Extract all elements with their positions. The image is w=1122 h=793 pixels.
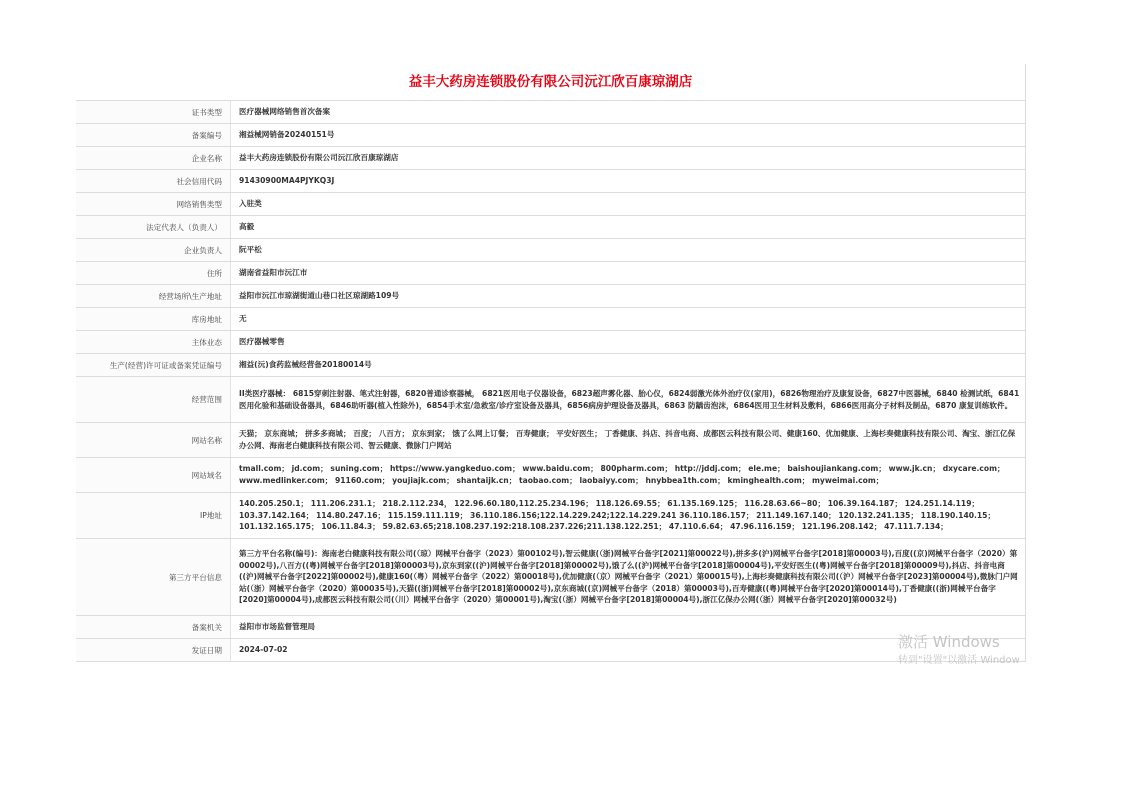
row-label: 企业负责人 — [76, 239, 231, 262]
row-value: 入驻类 — [231, 193, 1026, 216]
row-value: 湘益(沅)食药监械经营备20180014号 — [231, 354, 1026, 377]
row-manager — [76, 239, 1026, 262]
row-website-names — [76, 423, 1026, 458]
row-value: 高毅 — [231, 216, 1026, 239]
row-value: 阮平松 — [231, 239, 1026, 262]
row-value: 天猫； 京东商城； 拼多多商城； 百度； 八百方； 京东到家； 饿了么网上订餐； 百寿健康； 平安好医生； 丁香健康、抖店、抖音电商、成都医云科技有限公司、健康160、优加健康、上海杉奏健康科技有限公司、淘宝、浙江亿保办公网、海南老白健康科技有限公司、智云健康、微脉门户网站 — [231, 423, 1026, 458]
row-label: 备案编号 — [76, 124, 231, 147]
row-label: 住所 — [76, 262, 231, 285]
certificate-rows — [76, 101, 1026, 662]
row-ip-addresses — [76, 493, 1026, 539]
row-label: 企业名称 — [76, 147, 231, 170]
row-value: II类医疗器械： 6815穿刺注射器、笔式注射器，6820普通诊察器械， 6821医用电子仪器设备，6823超声雾化器、胎心仪，6824弱激光体外治疗仪(家用)，6826物理治疗及康复设备，6827中医器械，6840 检测试纸，6841医用化验和基础设备器具，6846助听器(植入性除外)，6854手术室/急救室/诊疗室设备及器具，6856病房护理设备及器具，6863 防龋齿泡沫，6864医用卫生材料及敷料，6866医用高分子材料及制品，6870 康复训练软件。 — [231, 377, 1026, 423]
row-label: IP地址 — [76, 493, 231, 539]
row-company-name — [76, 147, 1026, 170]
row-sales-type — [76, 193, 1026, 216]
row-credit-code — [76, 170, 1026, 193]
row-license-number — [76, 354, 1026, 377]
certificate-table — [76, 100, 1026, 662]
row-value: 湖南省益阳市沅江市 — [231, 262, 1026, 285]
row-label: 第三方平台信息 — [76, 539, 231, 616]
row-record-number — [76, 124, 1026, 147]
row-label: 网络销售类型 — [76, 193, 231, 216]
row-value: 第三方平台名称(编号)：海南老白健康科技有限公司(（琼）网械平台备字（2023）第00102号),智云健康(（浙)网械平台备字[2021]第00022号),拼多多(沪)网械平台备字[2018]第00003号),百度((京)网械平台备字（2020）第00002号),八百方((粤)网械平台备字[2018]第00003号),京东到家((沪)网械平台备字[2018]第00002号),饿了么((沪)网械平台备字[2018]第00004号),平安好医生((粤)网械平台备字[2018]第00009号),抖店、抖音电商((沪)网械平台备字[2022]第00002号),健康160(（粤）网械平台备字（2022）第00018号),优加健康(（京）网械平台备字（2021）第00015号),上海杉奏健康科技有限公司(（沪）网械平台备字[2023]第00004号),微脉门户网站(（浙）网械平台备字（2020）第00035号),天猫((浙)网械平台备字[2018]第00002号),京东商城((京)网械平台备字（2018）第00003号),百寿健康((粤)网械平台备字[2020]第00014号),丁香健康((浙)网械平台备字[2020]第00004号),成都医云科技有限公司(（川）网械平台备字（2020）第00001号),淘宝(（浙）网械平台备字[2018]第00004号),浙江亿保办公网(（浙）网械平台备字[2020]第00032号) — [231, 539, 1026, 616]
row-cert-type — [76, 101, 1026, 124]
row-issue-date — [76, 639, 1026, 662]
row-warehouse-address — [76, 308, 1026, 331]
row-label: 发证日期 — [76, 639, 231, 662]
row-website-domains — [76, 458, 1026, 493]
row-value: 91430900MA4PJYKQ3J — [231, 170, 1026, 193]
row-business-scope — [76, 377, 1026, 423]
row-value: 益阳市市场监督管理局 — [231, 616, 1026, 639]
row-label: 生产(经营)许可证或备案凭证编号 — [76, 354, 231, 377]
row-business-form — [76, 331, 1026, 354]
row-business-address — [76, 285, 1026, 308]
row-label: 证书类型 — [76, 101, 231, 124]
row-label: 经营范围 — [76, 377, 231, 423]
row-label: 主体业态 — [76, 331, 231, 354]
row-label: 社会信用代码 — [76, 170, 231, 193]
row-value: 无 — [231, 308, 1026, 331]
row-label: 网站域名 — [76, 458, 231, 493]
row-label: 法定代表人（负责人） — [76, 216, 231, 239]
row-residence — [76, 262, 1026, 285]
watermark-title: 激活 Windows — [898, 633, 1000, 651]
row-value: 益丰大药房连锁股份有限公司沅江欣百康琼湖店 — [231, 147, 1026, 170]
row-label: 库房地址 — [76, 308, 231, 331]
row-record-authority — [76, 616, 1026, 639]
row-label: 经营场所\生产地址 — [76, 285, 231, 308]
row-label: 网站名称 — [76, 423, 231, 458]
row-value: 医疗器械零售 — [231, 331, 1026, 354]
row-third-party-platform — [76, 539, 1026, 616]
watermark-hint: 转到"设置"以激活 Window — [898, 655, 1020, 666]
page-title: 益丰大药房连锁股份有限公司沅江欣百康琼湖店 — [76, 64, 1026, 100]
row-value: 医疗器械网络销售首次备案 — [231, 101, 1026, 124]
row-value: 湘益械网销备20240151号 — [231, 124, 1026, 147]
row-label: 备案机关 — [76, 616, 231, 639]
row-value: 2024-07-02 — [231, 639, 1026, 662]
certificate-page — [76, 64, 1026, 662]
row-value: tmall.com； jd.com； suning.com； https://www.yangkeduo.com； www.baidu.com； 800pharm.com； http://jddj.com； ele.me； baishoujiankang.com； www.jk.cn； dxycare.com； www.medlinker.com； 91160.com； youjiajk.com； shantaijk.cn； taobao.com； laobaiyy.com； hnybbea1th.com； kminghealth.com； myweimai.com； — [231, 458, 1026, 493]
row-value: 140.205.250.1； 111.206.231.1； 218.2.112.234， 122.96.60.180,112.25.234.196； 118.126.69.55； 61.135.169.125； 116.28.63.66~80； 106.39.164.187； 124.251.14.119； 103.37.142.164； 114.80.247.16； 115.159.111.119； 36.110.186.156;122.14.229.242;122.14.229.241 36.110.186.157； 211.149.167.140； 120.132.241.135； 118.190.140.15； 101.132.165.175； 106.11.84.3； 59.82.63.65;218.108.237.192:218.108.237.226;211.138.122.251； 47.110.6.64； 47.96.116.159； 121.196.208.142； 47.111.7.134； — [231, 493, 1026, 539]
row-legal-rep — [76, 216, 1026, 239]
row-value: 益阳市沅江市琼湖街道山巷口社区琼湖路109号 — [231, 285, 1026, 308]
